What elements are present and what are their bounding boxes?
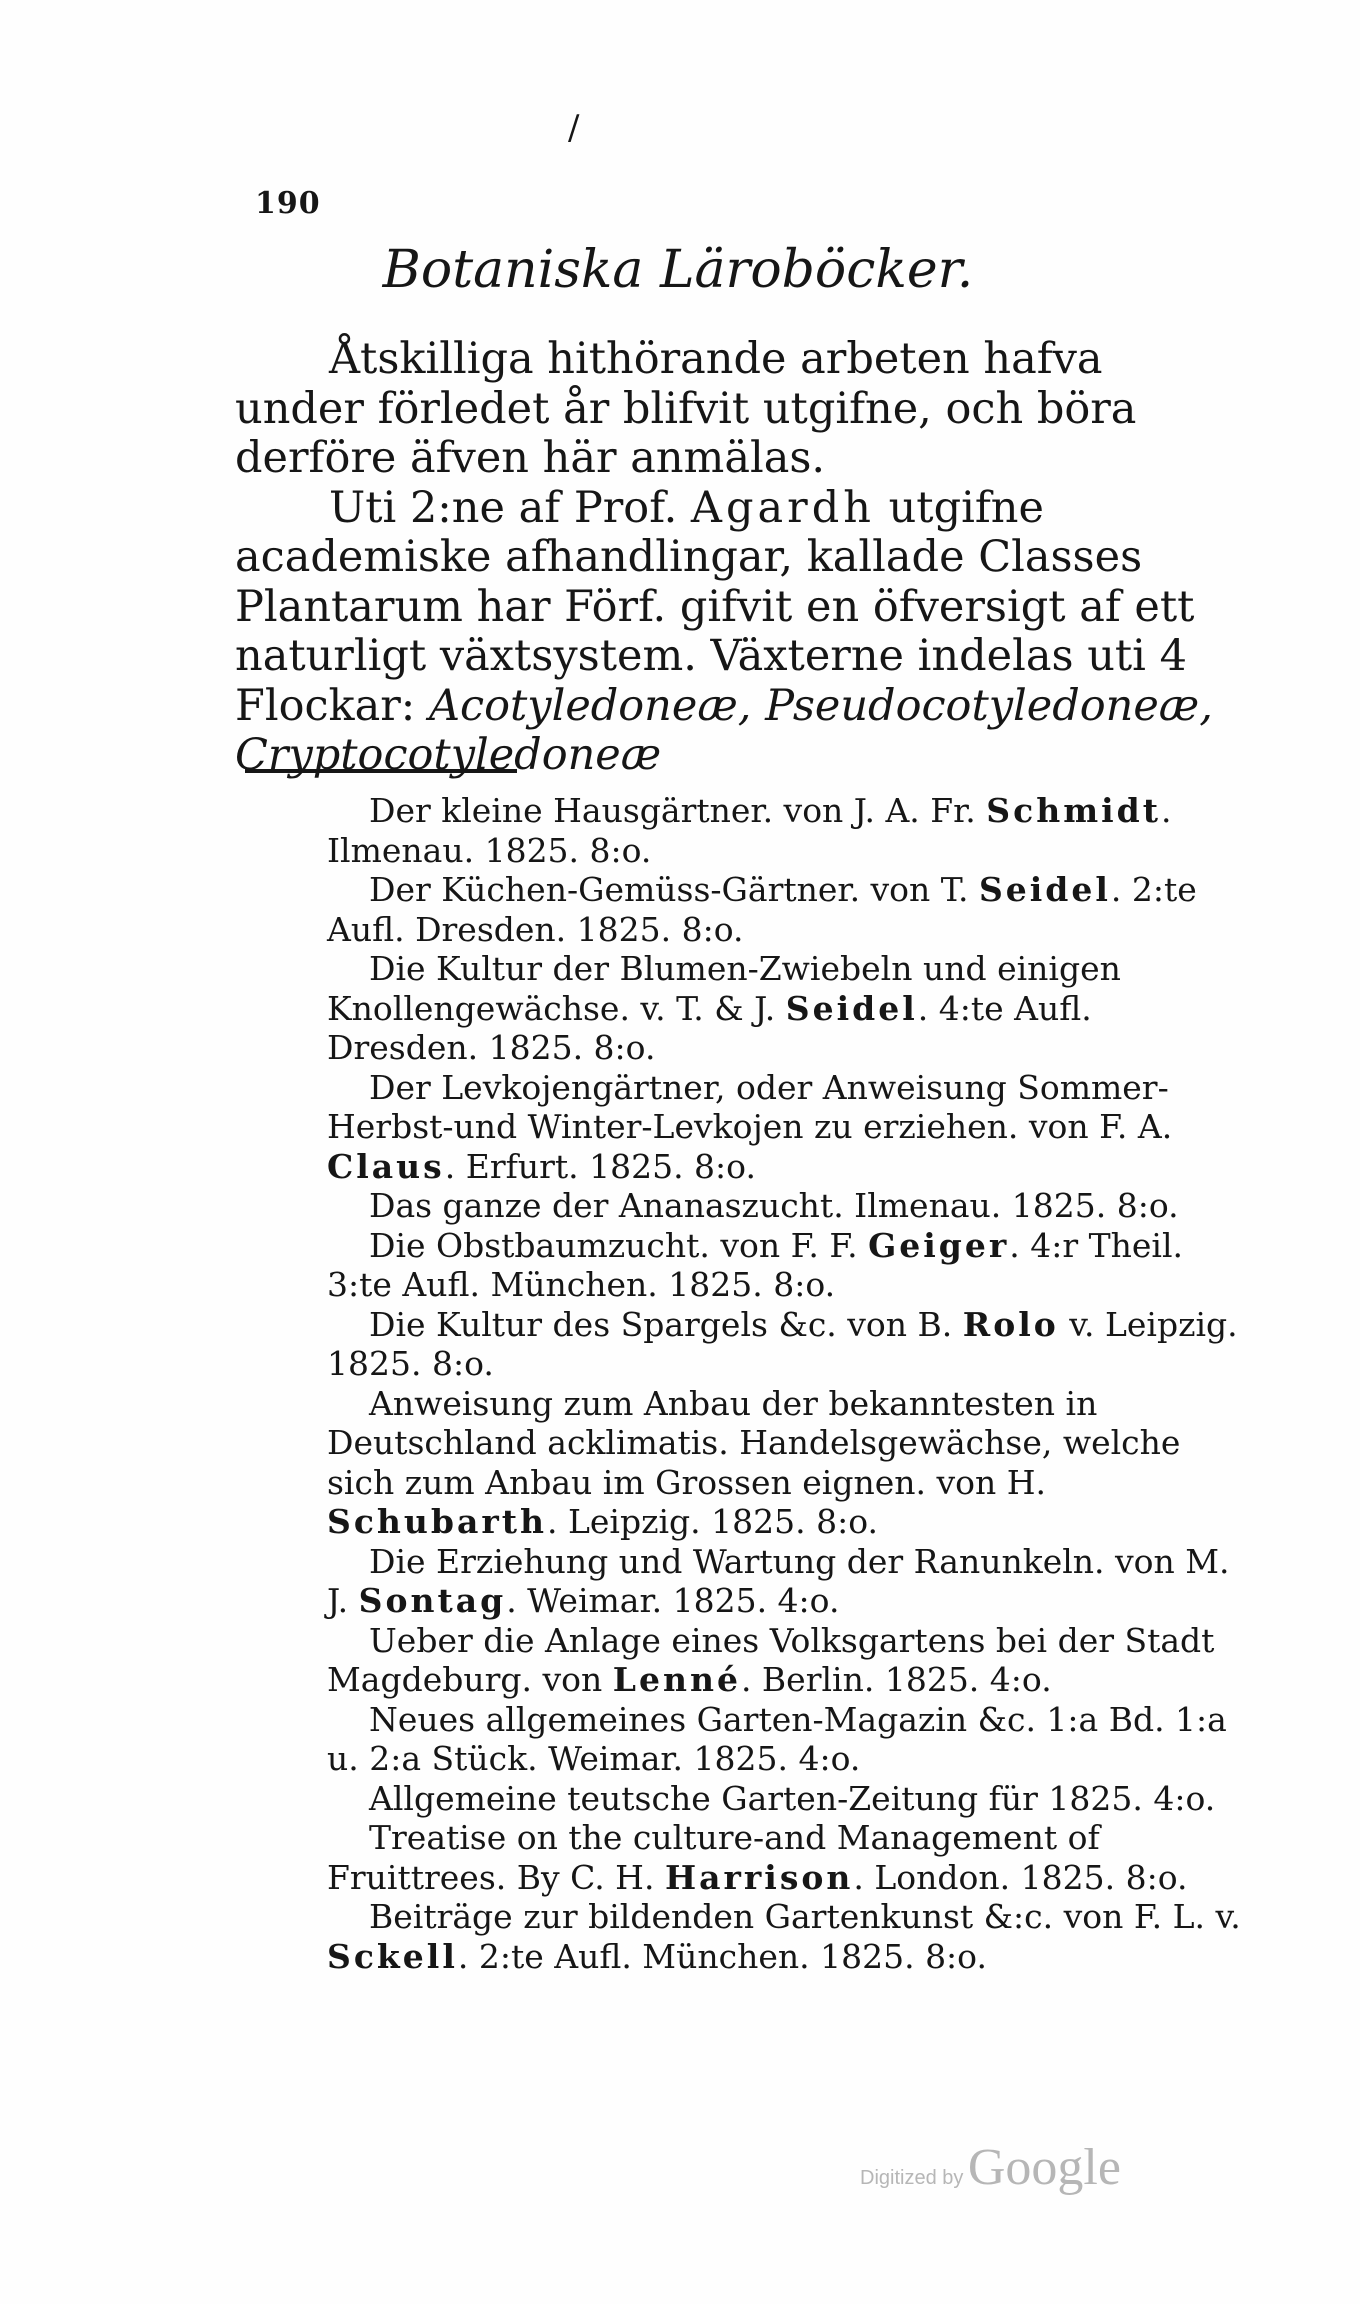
footnote-details: . Leipzig. 1825. 8:o. <box>547 1502 878 1541</box>
footnote-author: Schubarth <box>327 1502 547 1541</box>
footnote-details: . Erfurt. 1825. 8:o. <box>444 1146 756 1186</box>
footnote-details: . 4:r Theil. 3:te Aufl. München. 1825. 8:o. <box>327 1225 1184 1304</box>
footnote-details: . Berlin. 1825. 4:o. <box>740 1660 1052 1699</box>
footnote-entry <box>327 1700 1242 1779</box>
section-heading: Botaniska Läroböcker. <box>382 240 974 300</box>
footnote-details: . 2:te Aufl. Dresden. 1825. 8:o. <box>327 870 1197 949</box>
footnote-entry <box>327 1186 1242 1226</box>
google-logo: Google <box>967 2139 1121 2196</box>
footnote-entry <box>327 870 1242 949</box>
footnote-text: Anweisung zum Anbau der bekanntesten in Deutschland acklimatis. Handelsgewächse, welche sich zum Anbau im Grossen eignen. von H. <box>327 1383 1181 1502</box>
footnote-details: . 2:te Aufl. München. 1825. 8:o. <box>457 1936 987 1976</box>
footnote-text: Die Kultur der Blumen-Zwiebeln und einigen Knollengewächse. v. T. & J. <box>327 949 1121 1028</box>
footnote-text: Das ganze der Ananaszucht. Ilmenau. 1825. 8:o. <box>369 1186 1179 1225</box>
footnote-author: Seidel <box>785 988 918 1028</box>
footnote-details: . Weimar. 1825. 4:o. <box>506 1581 840 1620</box>
footnote-rule <box>245 769 517 773</box>
footnote-text: Treatise on the culture-and Management of Fruittrees. By C. H. <box>327 1818 1100 1897</box>
taxa-list: Acotyledoneæ, Pseudocotyledoneæ, Cryptocotyledoneæ <box>235 680 1213 780</box>
footnote-text: Die Erziehung und Wartung der Ranunkeln. von M. J. <box>327 1541 1230 1620</box>
footnote-details: . 4:te Aufl. Dresden. 1825. 8:o. <box>327 988 1092 1067</box>
paragraph-agardh-middle: utgifne academiske afhandlingar, kallade Classes Plantarum har Förf. gifvit en öfversigt af ett naturligt växtsystem. Växterne indelas uti 4 Flockar: <box>235 482 1195 731</box>
body-text <box>235 335 1241 781</box>
footnote-details: v. Leipzig. 1825. 8:o. <box>327 1304 1238 1383</box>
footnote-text: Die Kultur des Spargels &c. von B. <box>369 1304 963 1344</box>
paragraph-agardh-start: Uti 2:ne af Prof. <box>329 482 691 533</box>
page-number: 190 <box>255 186 321 221</box>
footnote-author: Claus <box>327 1146 445 1186</box>
footnote-text: Beiträge zur bildenden Gartenkunst &:c. von F. L. v. <box>369 1897 1241 1936</box>
footnote-text: Der Levkojengärtner, oder Anweisung Sommer- Herbst-und Winter-Levkojen zu erziehen. von F. A. <box>327 1067 1173 1146</box>
footnote-text: Der Küchen-Gemüss-Gärtner. von T. <box>369 870 979 909</box>
footnote-author: Sckell <box>327 1936 458 1976</box>
footnote-entry <box>327 1305 1242 1384</box>
author-agardh: Agardh <box>690 482 875 533</box>
footnote-entry <box>327 1226 1242 1305</box>
footnote-entry <box>327 1384 1242 1542</box>
footnote-entry <box>327 1068 1242 1187</box>
footnote-entry <box>327 1897 1242 1976</box>
footnote-author: Seidel <box>978 870 1111 909</box>
footnote-entry <box>327 1779 1242 1819</box>
footnote-author: Rolo <box>962 1304 1059 1344</box>
footnote-details: . London. 1825. 8:o. <box>853 1857 1188 1897</box>
footnote-author: Sontag <box>358 1581 507 1620</box>
digitized-watermark <box>860 2138 1121 2197</box>
footnote-text: Die Obstbaumzucht. von F. F. <box>369 1225 869 1265</box>
footnote-author: Schmidt <box>986 791 1161 830</box>
footnote-author: Harrison <box>664 1857 854 1897</box>
footnote-entry <box>327 1621 1242 1700</box>
footnote-entry <box>327 1542 1242 1621</box>
footnote-author: Geiger <box>868 1225 1010 1265</box>
footnote-text: Neues allgemeines Garten-Magazin &c. 1:a Bd. 1:a u. 2:a Stück. Weimar. 1825. 4:o. <box>327 1699 1227 1778</box>
paragraph-agardh <box>235 484 1241 781</box>
paragraph-intro: Åtskilliga hithörande arbeten hafva under förledet år blifvit utgifne, och böra derföre äfven här anmälas. <box>235 334 1137 483</box>
footnote-text: Allgemeine teutsche Garten-Zeitung für 1825. 4:o. <box>369 1778 1216 1818</box>
footnote-text: Ueber die Anlage eines Volksgartens bei der Stadt Magdeburg. von <box>327 1620 1215 1699</box>
footnote-entry <box>327 791 1242 870</box>
footnote-author: Lenné <box>612 1660 741 1699</box>
digitized-prefix: Digitized by <box>860 2167 964 2189</box>
stray-mark: / <box>568 108 580 148</box>
footnote-details: . Ilmenau. 1825. 8:o. <box>327 791 1172 870</box>
footnote-list <box>327 791 1242 1976</box>
footnote-text: Der kleine Hausgärtner. von J. A. Fr. <box>369 791 987 830</box>
footnote-entry <box>327 1818 1242 1897</box>
footnote-entry <box>327 949 1242 1068</box>
